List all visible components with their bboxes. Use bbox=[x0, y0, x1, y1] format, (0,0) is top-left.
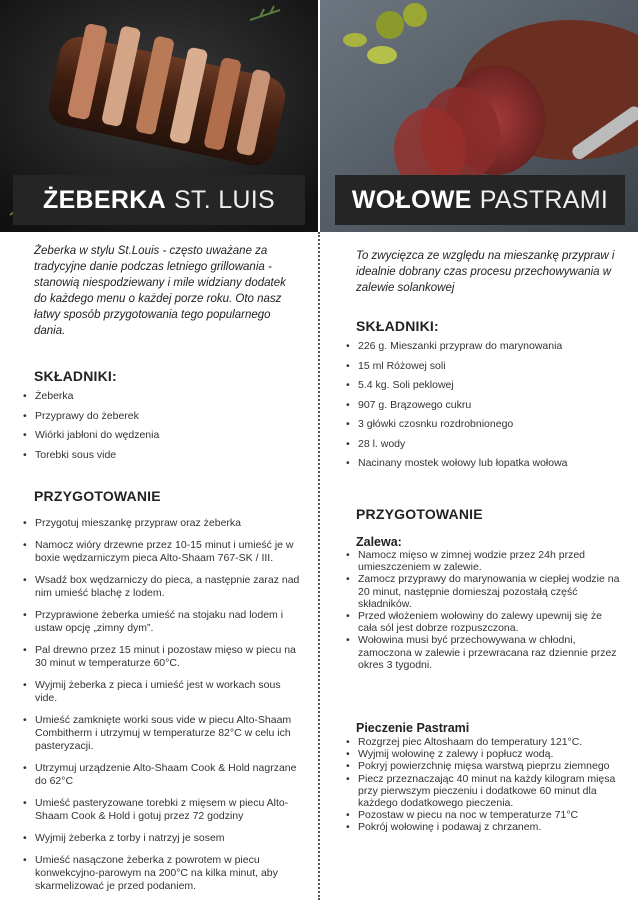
baking-step: • Rozgrzej piec Altoshaam do temperatury 121°C. bbox=[346, 736, 622, 748]
ingredient-item: • Żeberka bbox=[23, 390, 303, 403]
preparation-step: • Umieść zamknięte worki sous vide w piecu Alto-Shaam Combitherm i utrzymuj w temperaturze 82°C w celu ich pasteryzacji. bbox=[23, 714, 301, 753]
preparation-step: • Przyprawione żeberka umieść na stojaku nad lodem i ustaw opcję „zimny dym”. bbox=[23, 609, 301, 635]
ingredient-item: • 5.4 kg. Soli peklowej bbox=[346, 379, 626, 392]
ribs-intro: Żeberka w stylu St.Louis - często uważane za tradycyjne danie podczas letniego grillowania - stanowią niespodziewany i mile widziany dodatek do każdego menu o każdej porze roku. Oto nasz łatwy sposób przygotowania tego popularnego dania. bbox=[34, 245, 286, 337]
ingredient-item: • 28 l. wody bbox=[346, 438, 626, 451]
baking-step: • Pozostaw w piecu na noc w temperaturze 71°C bbox=[346, 809, 622, 821]
ingredient-item: • 15 ml Różowej soli bbox=[346, 360, 626, 373]
pastrami-title-bold: WOŁOWE bbox=[351, 185, 472, 214]
ribs-title-bold: ŻEBERKA bbox=[43, 185, 166, 214]
preparation-step: • Wyjmij żeberka z pieca i umieść jest w workach sous vide. bbox=[23, 679, 301, 705]
ribs-ingredients-list bbox=[23, 390, 303, 468]
brine-heading: Zalewa: bbox=[356, 535, 402, 549]
ingredient-item: • 226 g. Mieszanki przypraw do marynowania bbox=[346, 340, 626, 353]
ribs-title-banner bbox=[13, 175, 305, 225]
pastrami-title-banner bbox=[335, 175, 625, 225]
preparation-step: • Wsadź box wędzarniczy do pieca, a następnie zaraz nad nim umieść blachę z lodem. bbox=[23, 574, 301, 600]
preparation-step: • Namocz wióry drzewne przez 10-15 minut i umieść je w boxie wędzarniczym pieca Alto-Shaam 767-SK / III. bbox=[23, 539, 301, 565]
brine-step: • Przed włożeniem wołowiny do zalewy upewnij się że cała sól jest dobrze rozpuszczona. bbox=[346, 610, 622, 634]
pastrami-intro: To zwycięzca ze względu na mieszankę przypraw i idealnie dobrany czas procesu przechowywania w zalewie solankowej bbox=[356, 250, 615, 294]
baking-step: • Wyjmij wołowinę z zalewy i popłucz wodą. bbox=[346, 748, 622, 760]
preparation-step: • Umieść pasteryzowane torebki z mięsem w piecu Alto-Shaam Cook & Hold i gotuj przez 72 godziny bbox=[23, 797, 301, 823]
brine-step: • Wołowina musi być przechowywana w chłodni, zamoczona w zalewie i przewracana raz dziennie przez okres 3 tygodni. bbox=[346, 634, 622, 671]
ribs-title-light: ST. LUIS bbox=[173, 185, 275, 214]
brine-step: • Namocz mięso w zimnej wodzie przez 24h przed umieszczeniem w zalewie. bbox=[346, 549, 622, 573]
preparation-step: • Wyjmij żeberka z torby i natrzyj je sosem bbox=[23, 832, 301, 845]
ingredient-item: • 3 główki czosnku rozdrobnionego bbox=[346, 418, 626, 431]
pastrami-preparation-heading: PRZYGOTOWANIE bbox=[356, 506, 483, 522]
preparation-step: • Utrzymuj urządzenie Alto-Shaam Cook & Hold nagrzane do 62°C bbox=[23, 762, 301, 788]
ribs-preparation-list bbox=[23, 517, 301, 902]
pastrami-ingredients-heading: SKŁADNIKI: bbox=[356, 318, 439, 334]
ribs-preparation-heading: PRZYGOTOWANIE bbox=[34, 488, 161, 504]
preparation-step: • Przygotuj mieszankę przypraw oraz żeberka bbox=[23, 517, 301, 530]
baking-step: • Pokryj powierzchnię mięsa warstwą pieprzu ziemnego bbox=[346, 760, 622, 772]
brine-step: • Zamocz przyprawy do marynowania w ciepłej wodzie na 20 minut, następnie domieszaj pozostałą część składników. bbox=[346, 573, 622, 610]
ingredient-item: • Nacinany mostek wołowy lub łopatka wołowa bbox=[346, 457, 626, 470]
baking-heading: Pieczenie Pastrami bbox=[356, 721, 470, 735]
ingredient-item: • Przyprawy do żeberek bbox=[23, 410, 303, 423]
pastrami-title-light: PASTRAMI bbox=[479, 185, 609, 214]
ingredient-item: • Wiórki jabłoni do wędzenia bbox=[23, 429, 303, 442]
preparation-step: • Pal drewno przez 15 minut i pozostaw mięso w piecu na 30 minut w temperaturze 60°C. bbox=[23, 644, 301, 670]
ingredient-item: • Torebki sous vide bbox=[23, 449, 303, 462]
column-divider bbox=[318, 232, 320, 900]
ingredient-item: • 907 g. Brązowego cukru bbox=[346, 399, 626, 412]
preparation-step: • Umieść nasączone żeberka z powrotem w piecu konwekcyjno-parowym na 200°C na kilka minut, aby skarmelizować je przed podaniem. bbox=[23, 854, 301, 893]
pastrami-ingredients-list bbox=[346, 340, 626, 477]
baking-step: • Pokrój wołowinę i podawaj z chrzanem. bbox=[346, 821, 622, 833]
baking-steps-list bbox=[346, 736, 622, 834]
brine-steps-list bbox=[346, 549, 622, 671]
baking-step: • Piecz przeznaczając 40 minut na każdy kilogram mięsa przy pierwszym pieczeniu i dodatkowe 60 minut dla każdego dodatkowego pieczenia. bbox=[346, 773, 622, 810]
ribs-ingredients-heading: SKŁADNIKI: bbox=[34, 368, 117, 384]
